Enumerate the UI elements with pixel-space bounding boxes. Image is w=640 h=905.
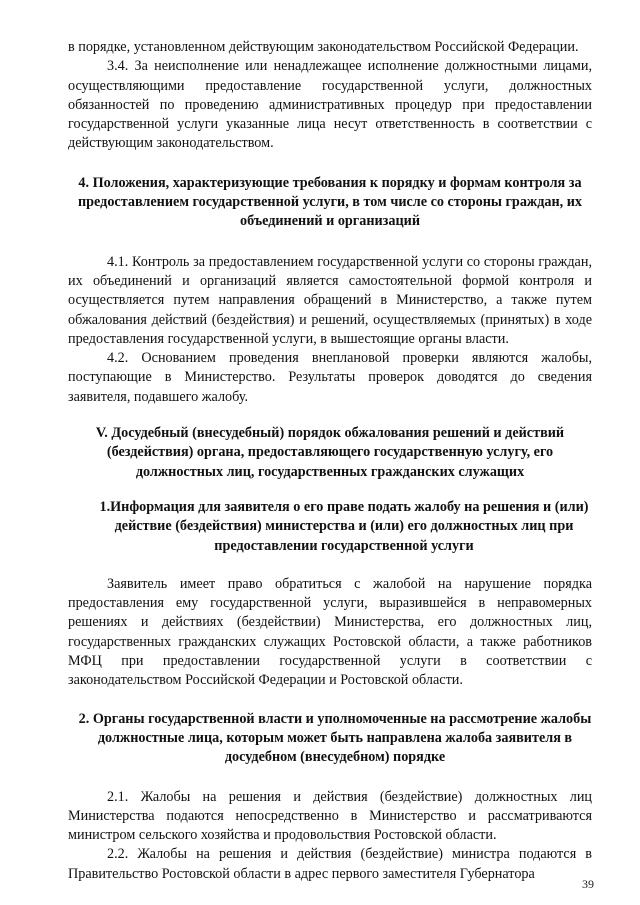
subsection-1-heading: 1.Информация для заявителя о его праве подать жалобу на решения и (или) действие (бездействия) министерства и (или) его должностных лиц при предоставлении государственной услуги: [99, 498, 589, 554]
paragraph-3-4: 3.4. За неисполнение или ненадлежащее исполнение должностными лицами, осуществляющими предоставление государственной услуги, должностных обязанностей по проведению административных процедур при предоставлении государственной услуги указанные лица несут ответственность в соответствии с действующим законодательством.: [68, 58, 592, 152]
document-page: [68, 38, 592, 884]
section-4-heading: 4. Положения, характеризующие требования к порядку и формам контроля за предоставлением государственной услуги, в том числе со стороны граждан, их объединений и организаций: [77, 174, 583, 230]
paragraph-subsection-1: Заявитель имеет право обратиться с жалобой на нарушение порядка предоставления ему государственной услуги, выразившейся в неправомерных решениях и действиях (бездействии) Министерства, его должностных лиц, государственных гражданских служащих Ростовской области, а также работников МФЦ при предоставлении государственной услуги в соответствии с законодательством Российской Федерации и Ростовской области.: [68, 575, 592, 689]
subsection-2-heading: 2. Органы государственной власти и уполномоченные на рассмотрение жалобы должностные лица, которым может быть направлена жалоба заявителя в досудебном (внесудебном) порядке: [78, 710, 592, 766]
paragraph-continuation: в порядке, установленном действующим законодательством Российской Федерации.: [68, 39, 579, 55]
page-number: 39: [582, 877, 594, 891]
paragraph-2-1: 2.1. Жалобы на решения и действия (бездействие) должностных лиц Министерства подаются непосредственно в Министерство и рассматриваются министром сельского хозяйства и продовольствия Ростовской области.: [68, 788, 592, 844]
paragraph-4-1: 4.1. Контроль за предоставлением государственной услуги со стороны граждан, их объединений и организаций является самостоятельной формой контроля и осуществляется путем направления обращений в Министерство, а также путем обжалования действий (бездействия) и решений, осуществляемых (принятых) в ходе предоставления государственной услуги, в вышестоящие органы власти.: [68, 253, 592, 347]
paragraph-2-2: 2.2. Жалобы на решения и действия (бездействие) министра подаются в Правительство Ростовской области в адрес первого заместителя Губернатора: [68, 846, 592, 882]
section-5-heading: V. Досудебный (внесудебный) порядок обжалования решений и действий (бездействия) органа, предоставляющего государственную услугу, его должностных лиц, государственных гражданских служащих: [95, 425, 565, 480]
paragraph-4-2: 4.2. Основанием проведения внеплановой проверки являются жалобы, поступающие в Министерство. Результаты проверок доводятся до сведения заявителя, подавшего жалобу.: [68, 350, 592, 405]
